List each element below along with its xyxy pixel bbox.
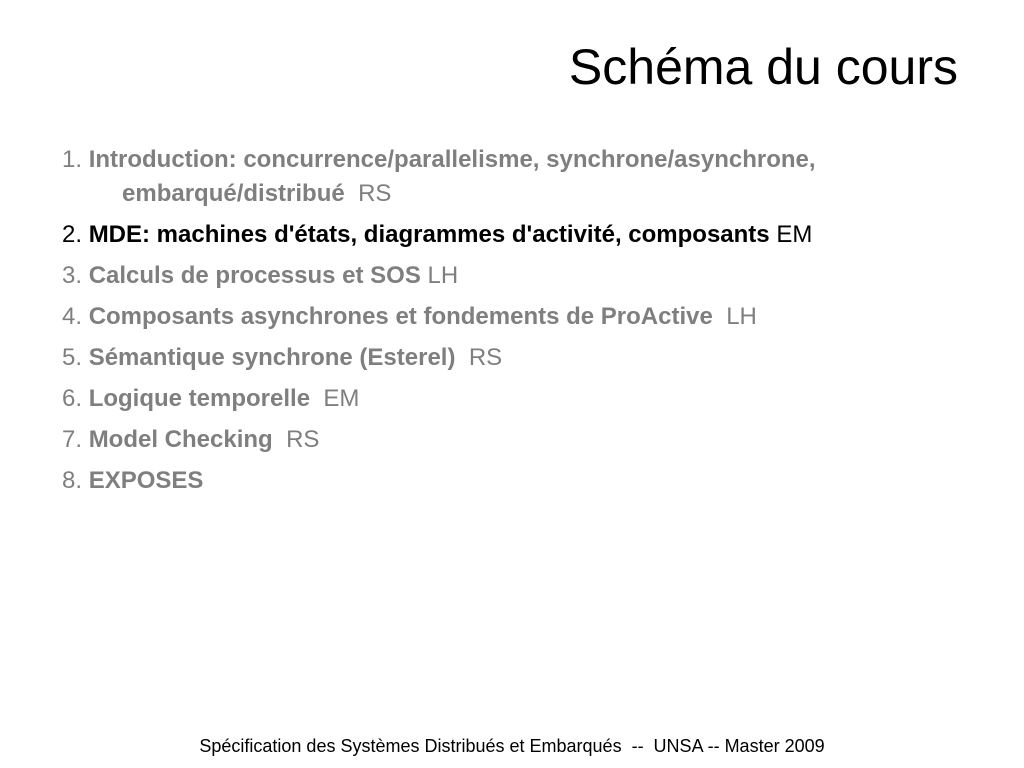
item-topic: Logique temporelle — [88, 385, 311, 412]
outline-item-2 — [62, 218, 972, 252]
item-number: 4. — [62, 303, 83, 330]
slide-footer — [0, 736, 1024, 757]
item-topic: Calculs de processus et SOS — [88, 262, 421, 289]
item-number: 8. — [62, 467, 83, 494]
footer-text: Spécification des Systèmes Distribués et Embarqués -- UNSA -- Master 2009 — [199, 736, 825, 756]
item-author: LH — [726, 303, 757, 330]
item-number: 5. — [62, 344, 83, 371]
item-author: RS — [468, 344, 503, 371]
item-topic: Model Checking — [88, 426, 273, 453]
item-author: EM — [776, 221, 813, 248]
item-author: LH — [427, 262, 459, 289]
slide-title: Schéma du cours — [568, 39, 958, 95]
outline-item-7 — [62, 423, 972, 457]
outline-item-4 — [62, 300, 972, 334]
outline-item-8 — [62, 464, 972, 498]
item-number: 3. — [62, 262, 83, 289]
outline-item-5 — [62, 341, 972, 375]
item-author: EM — [323, 385, 360, 412]
item-author: RS — [286, 426, 320, 453]
course-outline — [62, 143, 972, 505]
outline-item-3 — [62, 259, 972, 293]
item-number: 7. — [62, 426, 83, 453]
item-number: 2. — [62, 221, 83, 248]
item-author: RS — [358, 180, 392, 207]
item-number: 6. — [62, 385, 83, 412]
item-topic: MDE: machines d'états, diagrammes d'activité, composants — [88, 221, 770, 248]
item-topic: Composants asynchrones et fondements de ProActive — [88, 303, 713, 330]
item-topic: EXPOSES — [88, 467, 204, 494]
outline-item-6 — [62, 382, 972, 416]
item-topic-continued: embarqué/distribué — [122, 180, 345, 207]
item-topic: Introduction: concurrence/parallelisme, synchrone/asynchrone, — [88, 146, 816, 173]
outline-item-1 — [62, 143, 972, 211]
item-number: 1. — [62, 146, 83, 173]
item-topic: Sémantique synchrone (Esterel) — [88, 344, 456, 371]
